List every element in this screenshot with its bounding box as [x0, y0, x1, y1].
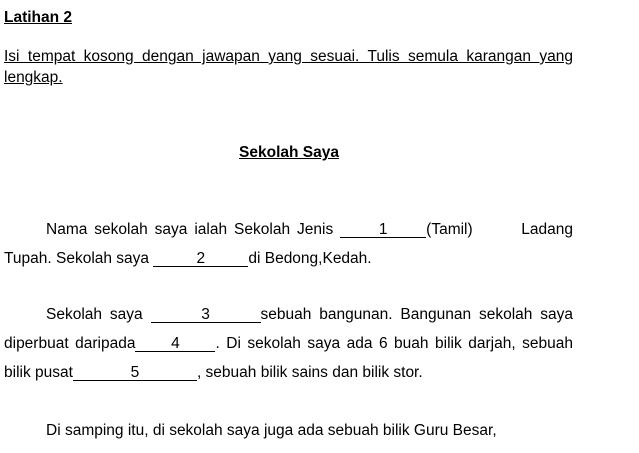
- paragraph-1-text-a: Nama sekolah saya ialah Sekolah Jenis: [46, 221, 341, 238]
- paragraph-2-text-b: sebuah bangunan. Bangunan sekolah saya diperbuat daripada: [4, 306, 573, 352]
- paragraph-3: [4, 416, 573, 445]
- exercise-heading: Latihan 2: [4, 9, 73, 26]
- paragraph-3-text-a: Di samping itu, di sekolah saya juga ada sebuah bilik Guru Besar,: [46, 422, 497, 439]
- blank-1: 1: [340, 222, 426, 238]
- blank-4: 4: [135, 336, 215, 352]
- paragraph-2-text-a: Sekolah saya: [46, 306, 151, 323]
- paragraph-2-text-d: , sebuah bilik sains dan bilik stor.: [196, 364, 423, 381]
- blank-3: 3: [151, 307, 261, 323]
- blank-5: 5: [73, 365, 197, 381]
- paragraph-2: [4, 300, 573, 387]
- paragraph-1-text-b: (Tamil) Ladang Tupah. Sekolah saya: [4, 221, 574, 267]
- paragraph-1: [4, 215, 573, 273]
- paragraph-1-text-c: di Bedong,Kedah.: [248, 250, 372, 267]
- paragraph-2-text-c: . Di sekolah saya ada 6 buah bilik darjah, sebuah bilik pusat: [4, 335, 573, 381]
- instruction-text: Isi tempat kosong dengan jawapan yang sesuai. Tulis semula karangan yang lengkap.: [4, 48, 573, 86]
- essay-title: Sekolah Saya: [239, 144, 339, 161]
- blank-2: 2: [153, 251, 248, 267]
